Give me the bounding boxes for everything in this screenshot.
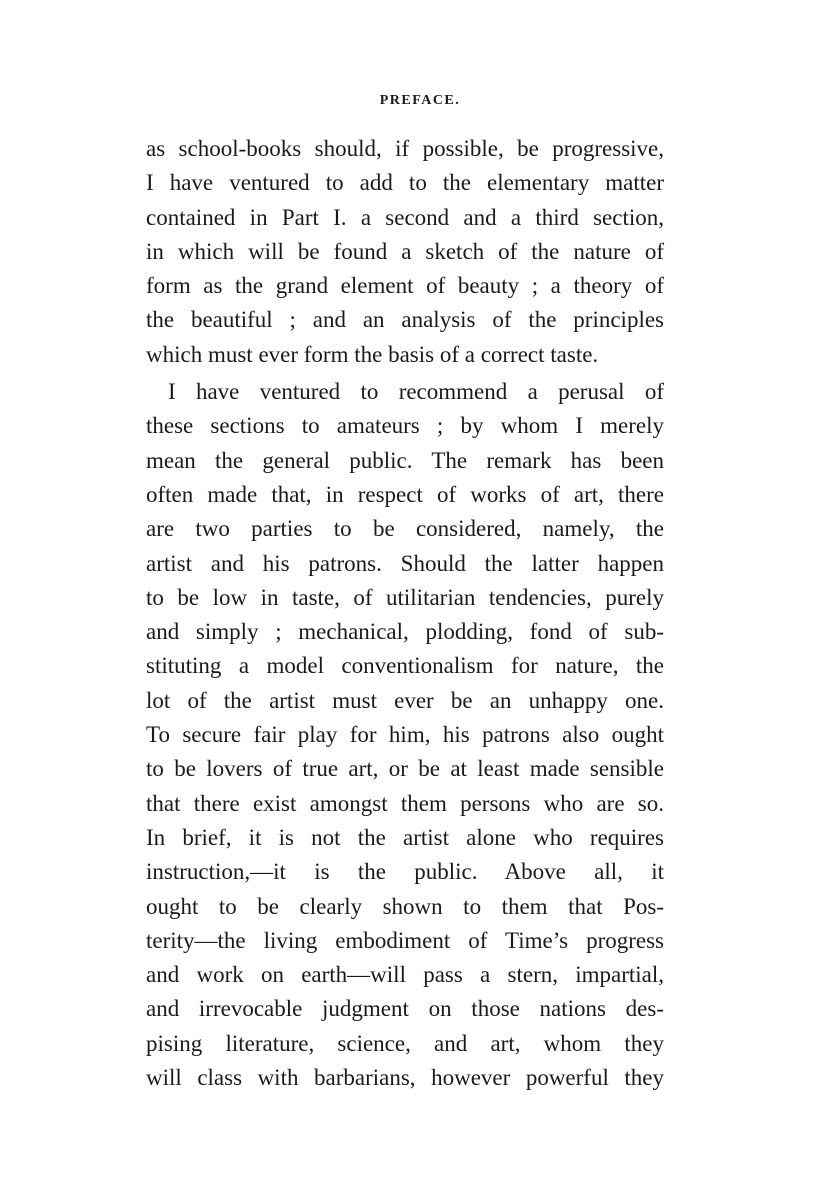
text-line: the beautiful ; and an analysis of the principles [146,307,664,333]
paragraph-2 [146,375,664,1095]
text-line: To secure fair play for him, his patrons also ought [146,722,664,748]
text-line: and simply ; mechanical, plodding, fond of sub- [146,619,664,645]
text-line: instruction,—it is the public. Above all, it [146,859,664,885]
text-line: terity—the living embodiment of Time’s progress [146,927,664,953]
text-line: often made that, in respect of works of art, there [146,481,664,507]
text-line: lot of the artist must ever be an unhappy one. [146,687,664,713]
text-line: artist and his patrons. Should the latter happen [146,550,664,576]
text-line: pising literature, science, and art, whom they [146,1030,664,1056]
text-line: stituting a model conventionalism for nature, the [146,653,664,679]
text-line: to be low in taste, of utilitarian tendencies, purely [146,584,664,610]
body-text [146,132,664,1095]
text-line: will class with barbarians, however powerful they [146,1065,664,1091]
text-line: mean the general public. The remark has been [146,447,664,473]
text-line: I have ventured to recommend a perusal of [168,379,664,405]
text-line: in which will be found a sketch of the nature of [146,238,664,264]
text-line: form as the grand element of beauty ; a theory of [146,273,664,299]
text-line: contained in Part I. a second and a third section, [146,204,664,230]
text-line: In brief, it is not the artist alone who requires [146,824,664,850]
text-line: to be lovers of true art, or be at least made sensible [146,756,664,782]
running-head: PREFACE. [379,93,461,108]
text-line: and irrevocable judgment on those nations des- [146,996,664,1022]
text-line: I have ventured to add to the elementary matter [146,170,664,196]
text-line: which must ever form the basis of a correct taste. [146,341,599,367]
text-line: are two parties to be considered, namely, the [146,516,664,542]
text-line: that there exist amongst them persons who are so. [146,790,664,816]
text-line: as school-books should, if possible, be progressive, [146,136,664,161]
text-line: and work on earth—will pass a stern, impartial, [146,962,664,988]
paragraph-1 [146,132,664,372]
text-line: these sections to amateurs ; by whom I merely [146,413,664,439]
text-line: ought to be clearly shown to them that Pos- [146,893,664,919]
